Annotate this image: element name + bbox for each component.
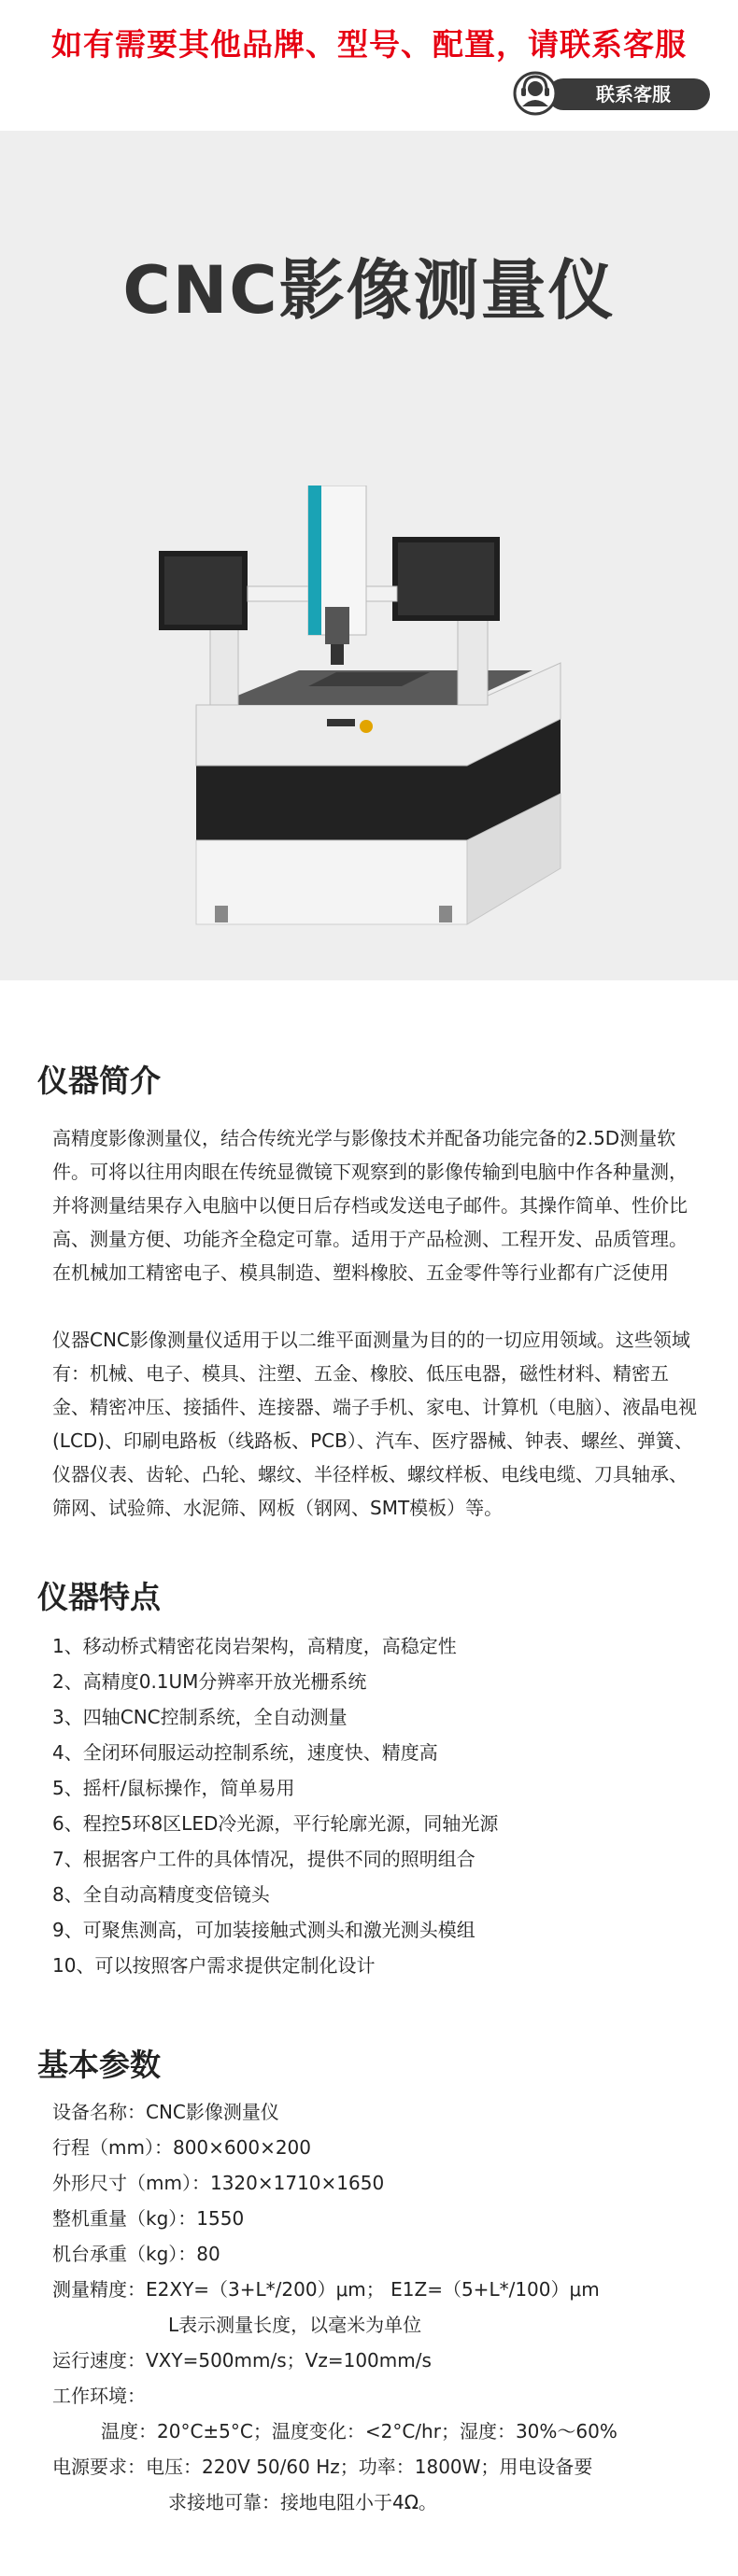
param-label: 测量精度：: [52, 2278, 146, 2301]
param-value: 电压：220V 50/60 Hz；功率：1800W；用电设备要: [146, 2456, 593, 2478]
param-row-power-cont: [52, 2485, 701, 2520]
feature-item: 1、移动桥式精密花岗岩架构，高精度，高稳定性: [52, 1635, 457, 1657]
param-value: VXY=500mm/s；Vz=100mm/s: [146, 2349, 432, 2372]
param-note: L表示测量长度，以毫米为单位: [168, 2314, 422, 2336]
param-label: 电源要求：: [52, 2456, 146, 2478]
param-row-weight: [52, 2201, 701, 2236]
banner-headline: 如有需要其他品牌、型号、配置，请联系客服: [51, 26, 687, 63]
param-value: 温度：20°C±5°C；温度变化：<2°C/hr；湿度：30%～60%: [101, 2420, 617, 2442]
param-value: 1320×1710×1650: [209, 2172, 385, 2194]
product-title: CNC影像测量仪: [122, 252, 616, 329]
feature-item: 3、四轴CNC控制系统，全自动测量: [52, 1706, 348, 1728]
feature-item: 2、高精度0.1UM分辨率开放光栅系统: [52, 1670, 367, 1693]
intro-paragraph-1: 高精度影像测量仪，结合传统光学与影像技术并配备功能完备的2.5D测量软件。可将以往用肉眼在传统显微镜下观察到的影像传输到电脑中作各种量测，并将测量结果存入电脑中以便日后存档或发送电子邮件。其操作简单、性价比高、测量方便、功能齐全稳定可靠。适用于产品检测、工程开发、品质管理。在机械加工精密电子、模具制造、塑料橡胶、五金零件等行业都有广泛使用: [52, 1127, 688, 1284]
param-value: 1550: [196, 2207, 245, 2230]
param-label: 整机重量（kg）：: [52, 2207, 197, 2230]
param-label: 机台承重（kg）：: [52, 2243, 197, 2265]
param-value: CNC影像测量仪: [146, 2101, 279, 2123]
param-value: E2XY=（3+L*/200）μm； E1Z=（5+L*/100）μm: [146, 2278, 600, 2301]
param-row-name: [52, 2094, 701, 2130]
param-label: 设备名称：: [52, 2101, 146, 2123]
param-row-load: [52, 2236, 701, 2272]
feature-item: 5、摇杆/鼠标操作，简单易用: [52, 1777, 295, 1799]
params-section: [0, 2041, 738, 2520]
intro-title: 仪器简介: [37, 1063, 161, 1099]
contact-service-button[interactable]: [512, 71, 710, 116]
param-value-cont: 求接地可靠：接地电阻小于4Ω。: [168, 2491, 438, 2513]
param-row-size: [52, 2165, 701, 2201]
hero-section: [0, 131, 738, 980]
features-title: 仪器特点: [37, 1579, 161, 1615]
intro-section: [0, 1057, 738, 1525]
customer-service-icon: [512, 71, 562, 116]
top-banner: [0, 0, 738, 131]
param-row-speed: [52, 2343, 701, 2378]
contact-service-label: 联系客服: [547, 78, 710, 110]
param-row-accuracy-note: [52, 2307, 701, 2343]
feature-item: 6、程控5环8区LED冷光源，平行轮廓光源，同轴光源: [52, 1812, 499, 1835]
param-label: 运行速度：: [52, 2349, 146, 2372]
param-row-env: [52, 2378, 701, 2414]
bottom-spacer: [0, 2520, 738, 2576]
param-row-power: [52, 2449, 701, 2485]
param-label: 外形尺寸（mm）：: [52, 2172, 210, 2194]
feature-item: 7、根据客户工件的具体情况，提供不同的照明组合: [52, 1848, 475, 1870]
param-row-env-value: [52, 2414, 701, 2449]
params-list: [37, 2094, 701, 2520]
intro-paragraph-2: 仪器CNC影像测量仪适用于以二维平面测量为目的的一切应用领域。这些领域有：机械、电子、模具、注塑、五金、橡胶、低压电器，磁性材料、精密五金、精密冲压、接插件、连接器、端子手机、家电、计算机（电脑）、液晶电视(LCD)、印刷电路板（线路板、PCB）、汽车、医疗器械、钟表、螺丝、弹簧、仪器仪表、齿轮、凸轮、螺纹、半径样板、螺纹样板、电线电缆、刀具轴承、筛网、试验筛、水泥筛、网板（钢网、SMT模板）等。: [52, 1329, 697, 1519]
features-list: [37, 1628, 701, 1983]
feature-item: 8、全自动高精度变倍镜头: [52, 1883, 270, 1906]
features-section: [0, 1573, 738, 1983]
feature-item: 9、可聚焦测高，可加装接触式测头和激光测头模组: [52, 1919, 475, 1941]
param-value: 80: [196, 2243, 220, 2265]
param-value: 800×600×200: [172, 2136, 312, 2159]
param-row-travel: [52, 2130, 701, 2165]
feature-item: 4、全闭环伺服运动控制系统，速度快、精度高: [52, 1741, 438, 1764]
param-row-accuracy: [52, 2272, 701, 2307]
cnc-measuring-machine-image: [159, 486, 579, 934]
param-label: 工作环境：: [52, 2385, 146, 2407]
feature-item: 10、可以按照客户需求提供定制化设计: [52, 1954, 376, 1977]
params-title: 基本参数: [37, 2047, 161, 2083]
param-label: 行程（mm）：: [52, 2136, 173, 2159]
